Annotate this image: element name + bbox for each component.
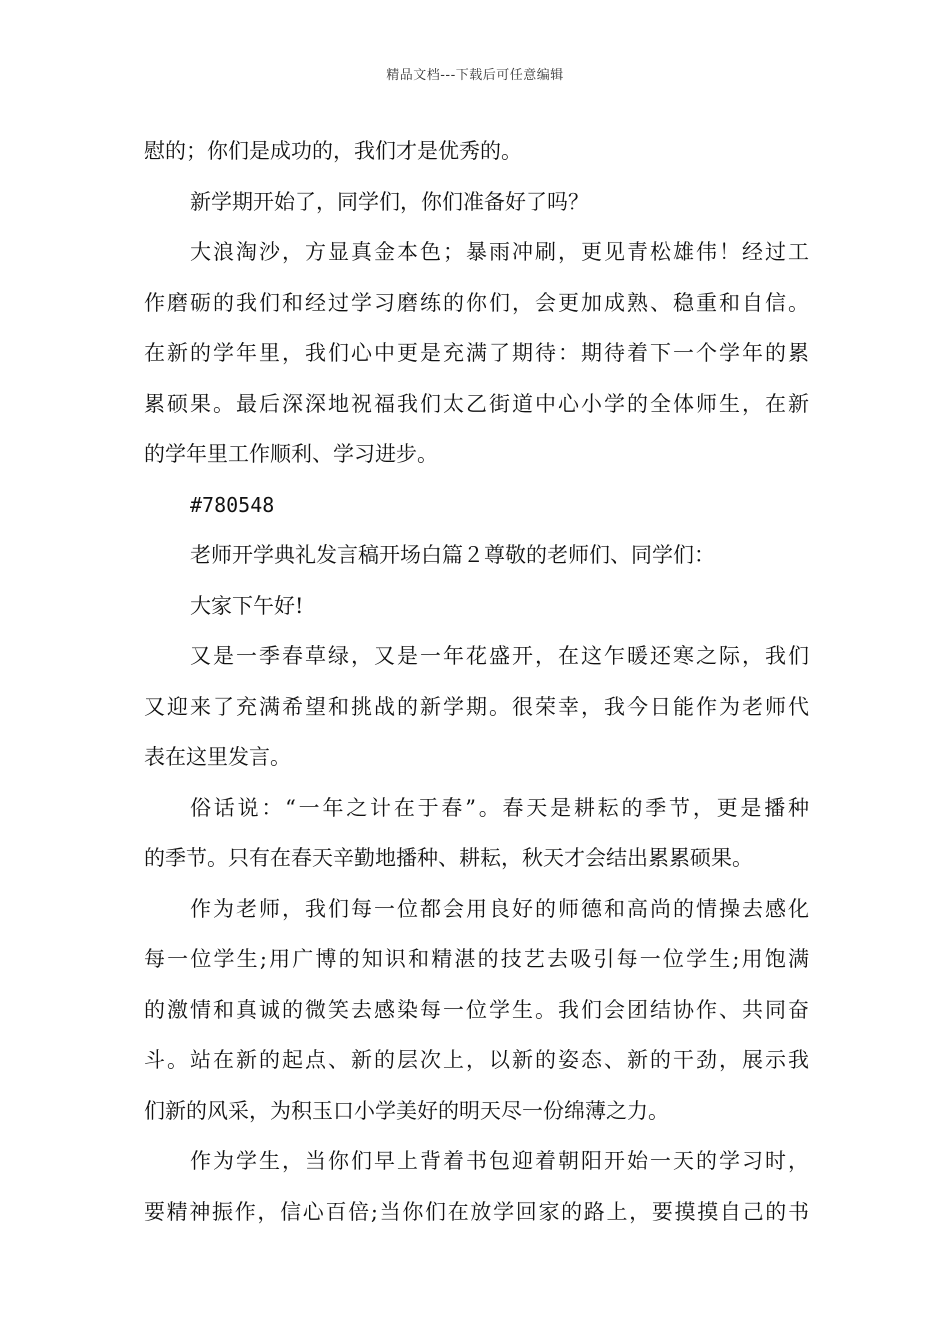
text-line: 作磨砺的我们和经过学习磨练的你们，会更加成熟、稳重和自信。 xyxy=(144,290,809,315)
page-header: 精品文档---下载后可任意编辑 xyxy=(386,68,564,83)
text-line: 们新的风采，为积玉口小学美好的明天尽一份绵薄之力。 xyxy=(144,1098,669,1123)
document-body xyxy=(144,126,809,1237)
text-line: 大浪淘沙，方显真金本色；暴雨冲刷，更见青松雄伟！经过工 xyxy=(190,240,809,264)
text-line: 每一位学生;用广博的知识和精湛的技艺去吸引每一位学生;用饱满 xyxy=(144,947,809,971)
text-line: 慰的；你们是成功的，我们才是优秀的。 xyxy=(144,139,522,163)
text-line: 俗话说：“一年之计在于春”。春天是耕耘的季节，更是播种 xyxy=(190,795,809,820)
text-line: 新学期开始了，同学们，你们准备好了吗？ xyxy=(190,189,589,214)
document-id: #780548 xyxy=(190,492,275,517)
section-title: 老师开学典礼发言稿开场白篇２尊敬的老师们、同学们： xyxy=(190,543,715,567)
text-line: 累硕果。最后深深地祝福我们太乙街道中心小学的全体师生，在新 xyxy=(144,391,809,416)
text-line: 的季节。只有在春天辛勤地播种、耕耘，秋天才会结出累累硕果。 xyxy=(144,846,753,870)
text-line: 要精神振作，信心百倍;当你们在放学回家的路上，要摸摸自己的书 xyxy=(144,1199,809,1224)
text-line: 的学年里工作顺利、学习进步。 xyxy=(144,442,438,466)
text-line: 在新的学年里，我们心中更是充满了期待：期待着下一个学年的累 xyxy=(144,341,809,365)
text-line: 又迎来了充满希望和挑战的新学期。很荣幸，我今日能作为老师代 xyxy=(144,694,809,719)
text-line: 又是一季春草绿，又是一年花盛开，在这乍暖还寒之际，我们 xyxy=(190,644,809,668)
greeting-line: 大家下午好! xyxy=(190,593,304,618)
text-line: 的激情和真诚的微笑去感染每一位学生。我们会团结协作、共同奋 xyxy=(144,997,809,1022)
text-line: 表在这里发言。 xyxy=(144,745,291,769)
text-line: 作为老师，我们每一位都会用良好的师德和高尚的情操去感化 xyxy=(190,896,809,921)
text-line: 斗。站在新的起点、新的层次上，以新的姿态、新的干劲，展示我 xyxy=(144,1048,809,1072)
text-line: 作为学生，当你们早上背着书包迎着朝阳开始一天的学习时， xyxy=(190,1149,809,1173)
